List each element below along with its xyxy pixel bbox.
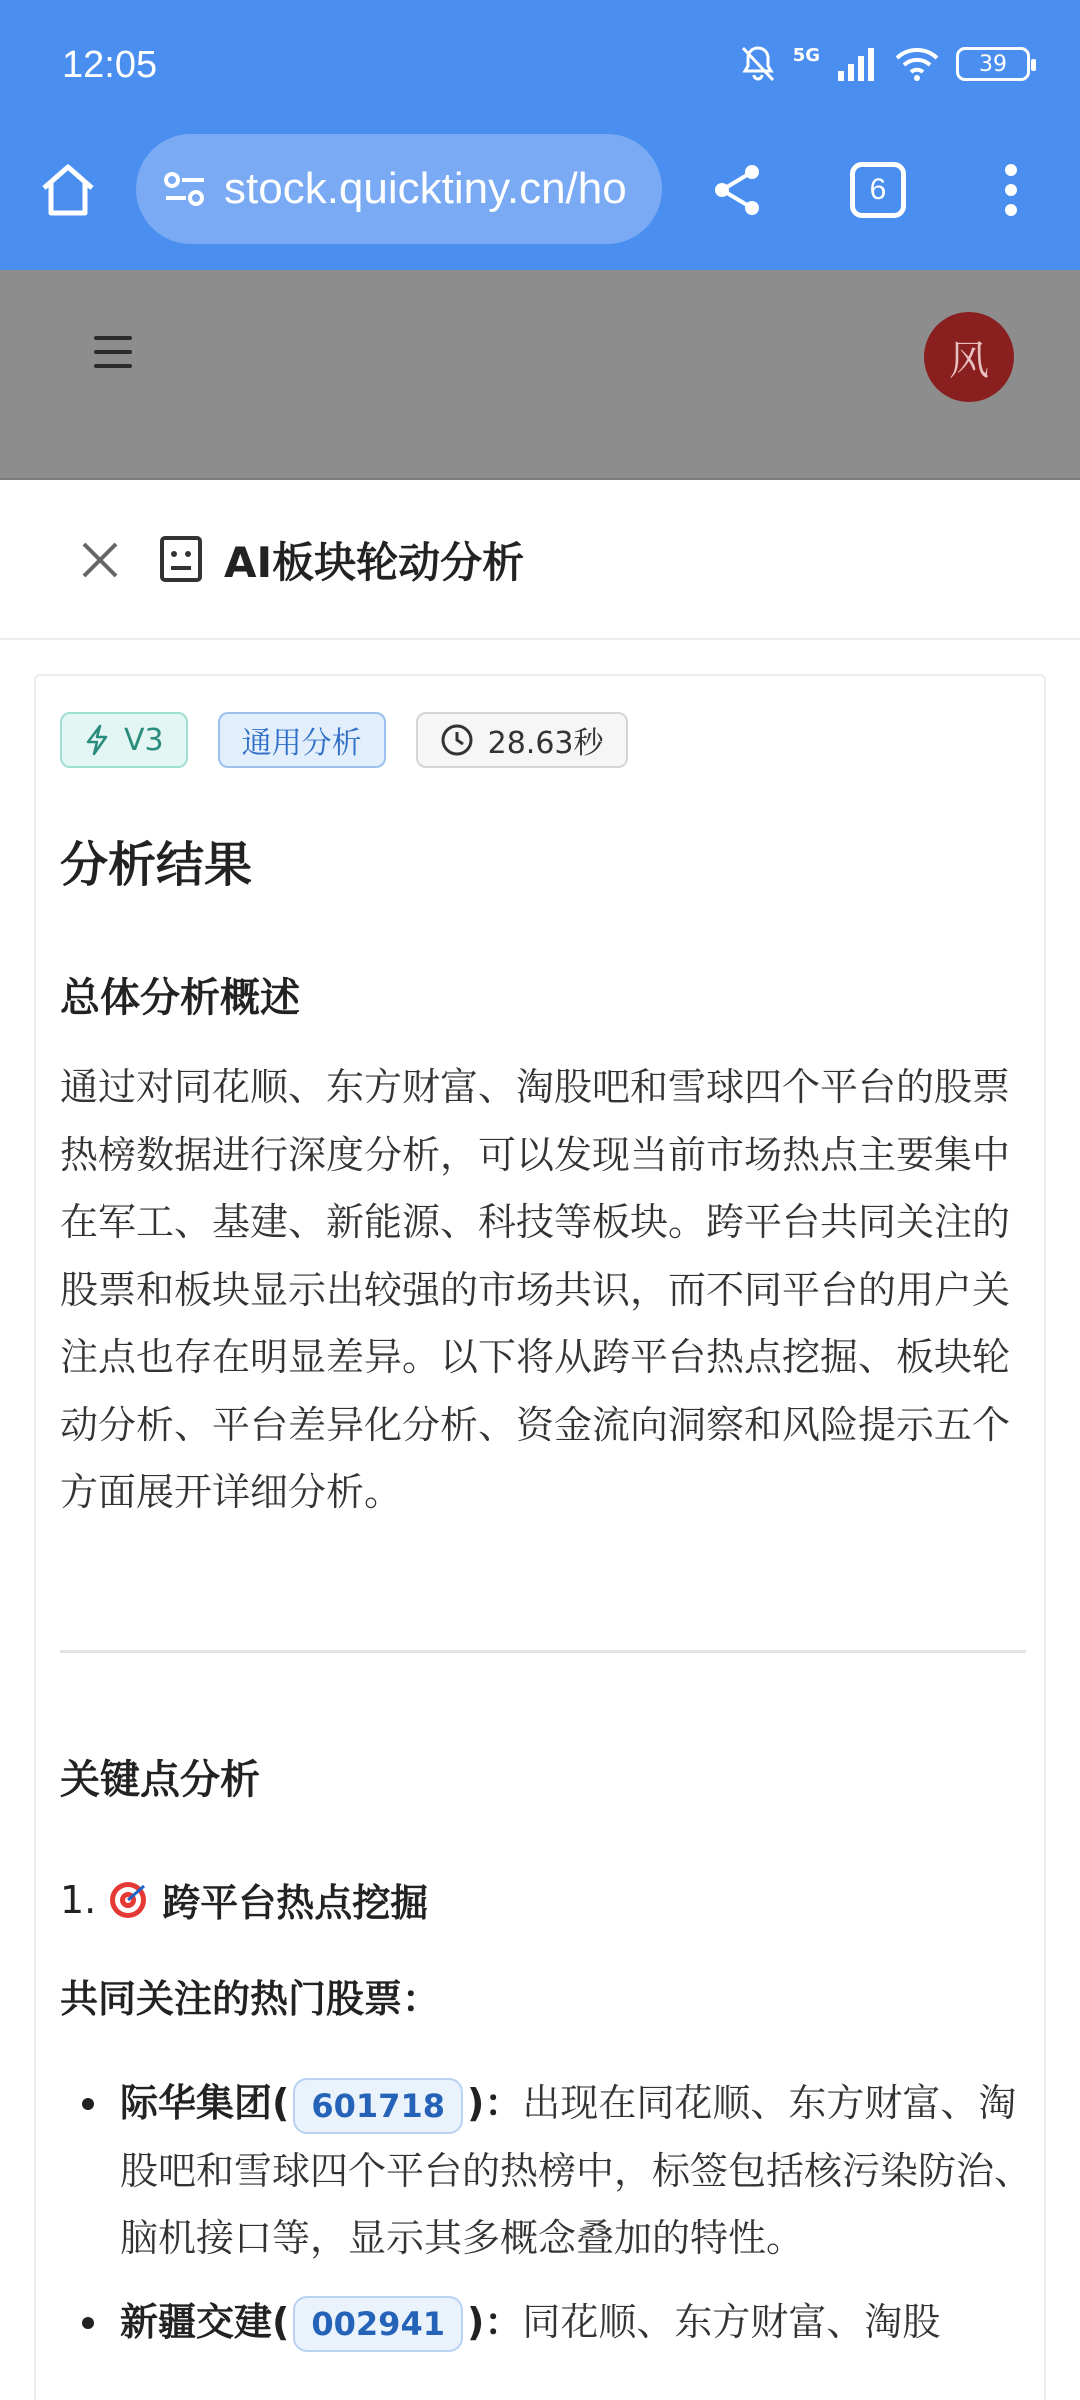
analysis-sheet (0, 480, 1080, 2400)
duration-label: 28.63秒 (487, 726, 604, 761)
stock-name: 新疆交建( (120, 2299, 290, 2344)
overview-heading: 总体分析概述 (60, 975, 300, 1021)
category-label: 通用分析 (241, 726, 362, 761)
result-heading: 分析结果 (60, 837, 253, 893)
sheet-title: AI板块轮动分析 (224, 538, 525, 587)
network-5g-label: 5G (792, 44, 820, 66)
stock-code-chip[interactable]: 002941 (293, 2296, 463, 2352)
keypoints-heading: 关键点分析 (60, 1757, 260, 1803)
section-title: 跨平台热点挖掘 (162, 1881, 429, 1925)
avatar[interactable]: 风 (924, 312, 1014, 402)
version-badge (60, 712, 188, 768)
site-settings-icon[interactable] (160, 164, 210, 214)
address-bar[interactable] (136, 134, 662, 244)
stock-code-chip[interactable]: 601718 (293, 2078, 463, 2134)
stock-suffix: )： (466, 2299, 523, 2344)
divider (60, 1650, 1026, 1653)
stock-name: 际华集团( (120, 2081, 290, 2125)
badge-row (60, 712, 628, 768)
robot-icon (158, 532, 204, 584)
clock-icon (440, 723, 474, 757)
hamburger-menu-icon[interactable] (94, 336, 132, 368)
list-item (60, 2289, 1040, 2357)
overflow-menu-button[interactable] (986, 158, 1036, 222)
status-time: 12:05 (62, 44, 158, 86)
tab-switcher-button[interactable]: 6 (850, 162, 906, 218)
section-number: 1. (60, 1877, 97, 1922)
overview-text: 通过对同花顺、东方财富、淘股吧和雪球四个平台的股票热榜数据进行深度分析，可以发现当前市场热点主要集中在军工、基建、新能源、科技等板块。跨平台共同关注的股票和板块显示出较强的市场共识，而不同平台的用户关注点也存在明显差异。以下将从跨平台热点挖掘、板块轮动分析、平台差异化分析、资金流向洞察和风险提示五个方面展开详细分析。 (60, 1065, 1011, 1514)
stock-description: 同花顺、东方财富、淘股 (522, 2299, 941, 2344)
signal-icon (836, 47, 878, 81)
lightning-icon (84, 724, 110, 756)
stock-description: 出现在同花顺、东方财富、淘股吧和雪球四个平台的热榜中，标签包括核污染防治、脑机接口等，显示其多概念叠加的特性。 (120, 2081, 1033, 2260)
analysis-card (34, 674, 1046, 2400)
browser-chrome (0, 0, 1080, 270)
common-stocks-heading: 共同关注的热门股票： (60, 1977, 441, 2021)
home-button[interactable] (34, 156, 102, 224)
category-badge (218, 712, 386, 768)
stock-suffix: )： (466, 2081, 523, 2125)
mute-bell-icon (739, 44, 777, 84)
section-1-heading (60, 1872, 428, 1927)
share-icon (710, 162, 766, 218)
battery-level: 39 (979, 51, 1007, 77)
home-icon (39, 162, 97, 218)
url-text: stock.quicktiny.cn/ho (224, 164, 627, 213)
wifi-icon (894, 46, 940, 82)
underlying-page-header (0, 270, 1080, 480)
sheet-header (0, 480, 1080, 640)
stock-list (60, 2070, 1040, 2372)
close-icon[interactable] (76, 536, 124, 584)
target-icon (108, 1880, 148, 1920)
status-icons (739, 44, 1030, 84)
battery-icon (956, 47, 1030, 81)
list-item (60, 2070, 1040, 2273)
browser-toolbar (0, 132, 1080, 248)
duration-badge (416, 712, 628, 768)
share-button[interactable] (702, 154, 774, 226)
version-label: V3 (124, 722, 164, 758)
